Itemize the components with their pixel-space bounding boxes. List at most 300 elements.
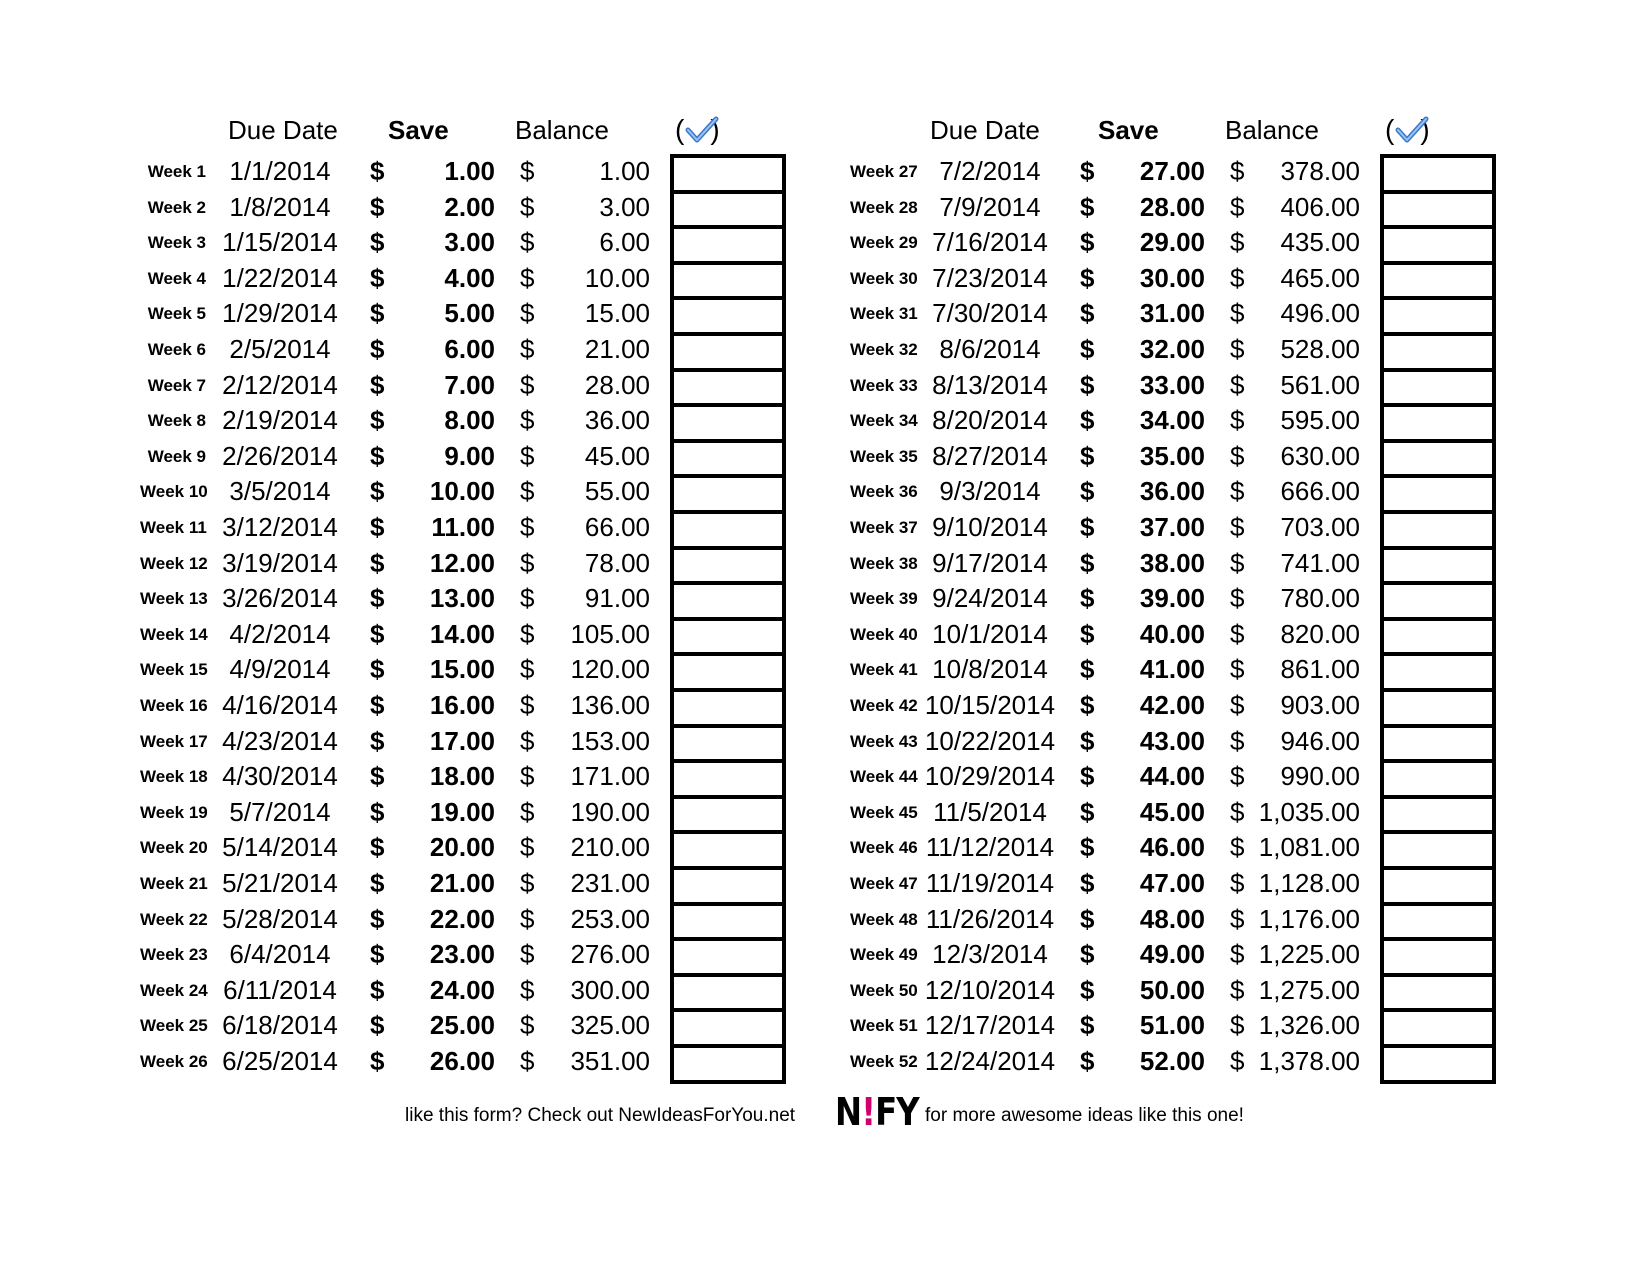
balance-currency: $: [1230, 476, 1245, 507]
balance-currency: $: [520, 903, 535, 934]
save-amount: 8.00: [444, 405, 495, 436]
balance-amount: 66.00: [584, 512, 650, 542]
balance-amount: 21.00: [584, 334, 650, 364]
balance-amount: 820.00: [1280, 618, 1360, 649]
table-row: [850, 652, 1510, 688]
balance-currency: $: [520, 583, 535, 614]
table-row: [140, 866, 800, 902]
checkbox[interactable]: [1380, 795, 1496, 835]
save-amount: 11.00: [431, 512, 495, 542]
save-currency: $: [1080, 832, 1095, 863]
save-amount: 50.00: [1139, 974, 1205, 1005]
balance-amount: 666.00: [1280, 476, 1360, 507]
table-row: [140, 795, 800, 831]
checkbox[interactable]: [670, 937, 786, 977]
save-amount: 45.00: [1139, 796, 1205, 827]
due-date: 6/18/2014: [222, 1010, 338, 1041]
save-currency: $: [370, 227, 385, 258]
save-currency: $: [370, 761, 385, 792]
checkbox[interactable]: [670, 688, 786, 728]
checkbox[interactable]: [670, 581, 786, 621]
table-row: [850, 296, 1510, 332]
save-amount: 28.00: [1139, 191, 1205, 222]
save-currency: $: [370, 725, 385, 756]
check-open-paren: (: [1385, 114, 1395, 145]
balance-currency: $: [1230, 868, 1245, 898]
balance-currency: $: [520, 156, 535, 186]
table-row: [850, 902, 1510, 938]
header-balance: Balance: [515, 115, 609, 145]
header-check: [675, 110, 735, 150]
due-date: 12/24/2014: [924, 1046, 1056, 1076]
checkbox[interactable]: [670, 724, 786, 764]
checkbox[interactable]: [1380, 830, 1496, 870]
save-amount: 25.00: [429, 1010, 495, 1041]
balance-currency: $: [520, 191, 535, 222]
save-currency: $: [370, 262, 385, 293]
balance-currency: $: [1230, 369, 1245, 400]
balance-currency: $: [520, 868, 535, 898]
due-date: 10/29/2014: [924, 761, 1056, 792]
footer-right-text: for more awesome ideas like this one!: [925, 1105, 1244, 1126]
balance-amount: 465.00: [1280, 262, 1360, 293]
save-currency: $: [1080, 227, 1095, 258]
check-open-paren: (: [675, 114, 685, 145]
table-row: [140, 332, 800, 368]
due-date: 3/19/2014: [222, 547, 338, 578]
balance-amount: 1,035.00: [1258, 796, 1360, 827]
table-row: [140, 617, 800, 653]
checkbox[interactable]: [1380, 1044, 1496, 1084]
week-label: Week 10: [140, 482, 208, 502]
footer-left-text: like this form? Check out NewIdeasForYou.net: [405, 1105, 796, 1126]
due-date: 12/3/2014: [932, 939, 1048, 970]
save-currency: $: [1080, 903, 1095, 934]
checkbox[interactable]: [1380, 902, 1496, 942]
save-currency: $: [370, 369, 385, 400]
checkbox[interactable]: [1380, 1008, 1496, 1048]
checkbox[interactable]: [1380, 759, 1496, 799]
save-amount: 20.00: [429, 832, 495, 863]
due-date: 12/10/2014: [924, 974, 1056, 1005]
balance-currency: $: [520, 939, 535, 970]
week-label: Week 20: [140, 838, 208, 858]
save-currency: $: [1080, 476, 1095, 507]
table-row: [140, 1008, 800, 1044]
balance-amount: 171.00: [570, 761, 650, 792]
balance-amount: 3.00: [599, 191, 650, 222]
balance-amount: 300.00: [570, 974, 650, 1005]
table-row: [140, 510, 800, 546]
save-amount: 23.00: [429, 939, 495, 970]
save-currency: $: [370, 974, 385, 1005]
save-currency: $: [1080, 725, 1095, 756]
table-row: [850, 332, 1510, 368]
due-date: 11/26/2014: [925, 903, 1055, 934]
balance-amount: 15.00: [584, 298, 650, 329]
due-date: 5/14/2014: [222, 832, 338, 863]
checkbox[interactable]: [670, 261, 786, 301]
save-amount: 2.00: [444, 191, 495, 222]
save-currency: $: [1080, 512, 1095, 542]
due-date: 11/5/2014: [933, 796, 1047, 827]
save-currency: $: [370, 512, 385, 542]
balance-amount: 703.00: [1280, 512, 1360, 542]
save-amount: 26.00: [429, 1046, 495, 1076]
week-label: Week 8: [147, 411, 206, 431]
save-currency: $: [370, 1010, 385, 1041]
balance-currency: $: [520, 334, 535, 364]
save-currency: $: [1080, 191, 1095, 222]
save-currency: $: [370, 1046, 385, 1076]
balance-currency: $: [1230, 974, 1245, 1005]
table-row: [850, 1044, 1510, 1080]
week-label: Week 17: [140, 731, 208, 751]
week-label: Week 37: [850, 518, 918, 537]
balance-currency: $: [1230, 262, 1245, 293]
save-amount: 17.00: [429, 725, 495, 756]
checkbox[interactable]: [1380, 546, 1496, 586]
balance-currency: $: [520, 227, 535, 258]
balance-currency: $: [1230, 761, 1245, 792]
due-date: 4/23/2014: [222, 725, 338, 756]
due-date: 11/12/2014: [925, 832, 1055, 863]
checkbox[interactable]: [670, 439, 786, 479]
save-currency: $: [1080, 298, 1095, 329]
week-label: Week 9: [147, 446, 206, 466]
balance-amount: 10.00: [584, 262, 650, 293]
balance-amount: 91.00: [584, 583, 650, 614]
checkbox[interactable]: [1380, 225, 1496, 265]
table-row: [850, 190, 1510, 226]
balance-currency: $: [520, 654, 535, 685]
week-label: Week 1: [147, 162, 206, 181]
save-currency: $: [1080, 974, 1095, 1005]
week-label: Week 31: [850, 304, 918, 324]
balance-amount: 1,326.00: [1258, 1010, 1360, 1041]
due-date: 10/1/2014: [932, 618, 1048, 649]
balance-currency: $: [520, 1010, 535, 1041]
checkbox[interactable]: [670, 190, 786, 230]
balance-amount: 406.00: [1280, 191, 1360, 222]
save-currency: $: [1080, 583, 1095, 614]
save-amount: 4.00: [444, 262, 495, 293]
week-label: Week 26: [140, 1052, 208, 1071]
header-due-date: Due Date: [930, 115, 1040, 145]
balance-currency: $: [1230, 832, 1245, 863]
table-row: [850, 866, 1510, 902]
save-currency: $: [370, 796, 385, 827]
week-label: Week 21: [140, 874, 208, 893]
checkbox[interactable]: [1380, 510, 1496, 550]
week-label: Week 35: [850, 446, 918, 466]
balance-currency: $: [520, 796, 535, 827]
balance-currency: $: [1230, 939, 1245, 970]
balance-currency: $: [520, 761, 535, 792]
balance-currency: $: [1230, 690, 1245, 720]
save-amount: 46.00: [1139, 832, 1205, 863]
week-label: Week 39: [850, 589, 918, 609]
save-amount: 22.00: [429, 903, 495, 934]
balance-currency: $: [1230, 618, 1245, 649]
week-label: Week 7: [147, 375, 206, 395]
save-currency: $: [1080, 440, 1095, 471]
balance-currency: $: [1230, 227, 1245, 258]
week-label: Week 36: [850, 482, 918, 502]
week-label: Week 33: [850, 375, 918, 395]
table-row: [850, 759, 1510, 795]
save-amount: 47.00: [1139, 868, 1205, 898]
due-date: 1/1/2014: [229, 156, 331, 186]
logo-n: N: [835, 1090, 862, 1134]
table-row: [850, 973, 1510, 1009]
check-close-paren: ): [1420, 114, 1430, 145]
checkbox[interactable]: [670, 368, 786, 408]
due-date: 8/27/2014: [932, 440, 1048, 471]
save-currency: $: [1080, 156, 1095, 186]
save-currency: $: [370, 156, 385, 186]
table-row: [850, 225, 1510, 261]
balance-amount: 595.00: [1280, 405, 1360, 436]
checkbox[interactable]: [1380, 937, 1496, 977]
checkbox[interactable]: [670, 154, 786, 194]
save-amount: 24.00: [429, 974, 495, 1005]
table-row: [850, 830, 1510, 866]
checkbox[interactable]: [670, 1008, 786, 1048]
week-label: Week 2: [147, 197, 206, 217]
table-row: [850, 581, 1510, 617]
checkbox[interactable]: [670, 296, 786, 336]
week-label: Week 28: [850, 197, 918, 217]
week-label: Week 40: [850, 624, 918, 644]
balance-amount: 378.00: [1280, 156, 1360, 186]
checkbox[interactable]: [1380, 973, 1496, 1013]
week-label: Week 19: [140, 802, 208, 822]
balance-currency: $: [520, 832, 535, 863]
due-date: 2/5/2014: [229, 334, 331, 364]
checkbox[interactable]: [1380, 154, 1496, 194]
save-amount: 3.00: [444, 227, 495, 258]
week-label: Week 50: [850, 980, 918, 1000]
checkbox[interactable]: [1380, 724, 1496, 764]
week-label: Week 52: [850, 1052, 918, 1071]
week-label: Week 27: [850, 162, 918, 181]
balance-currency: $: [1230, 440, 1245, 471]
balance-currency: $: [520, 262, 535, 293]
table-row: [140, 759, 800, 795]
balance-currency: $: [1230, 334, 1245, 364]
due-date: 1/22/2014: [222, 262, 338, 293]
table-row: [850, 617, 1510, 653]
save-currency: $: [370, 583, 385, 614]
checkbox[interactable]: [670, 617, 786, 657]
due-date: 6/25/2014: [222, 1046, 338, 1076]
balance-currency: $: [520, 547, 535, 578]
balance-amount: 741.00: [1280, 547, 1360, 578]
balance-currency: $: [1230, 298, 1245, 329]
save-amount: 39.00: [1139, 583, 1205, 614]
balance-amount: 78.00: [584, 547, 650, 578]
week-label: Week 48: [850, 909, 918, 929]
week-label: Week 41: [850, 660, 918, 680]
week-label: Week 25: [140, 1016, 208, 1036]
checkbox[interactable]: [1380, 474, 1496, 514]
save-amount: 42.00: [1139, 690, 1205, 720]
header-save: Save: [388, 115, 449, 145]
table-row: [850, 688, 1510, 724]
checkbox[interactable]: [670, 474, 786, 514]
week-label: Week 49: [850, 945, 918, 965]
balance-amount: 276.00: [570, 939, 650, 970]
balance-currency: $: [520, 974, 535, 1005]
due-date: 9/17/2014: [932, 547, 1048, 578]
checkbox[interactable]: [1380, 688, 1496, 728]
balance-currency: $: [520, 618, 535, 649]
save-amount: 19.00: [429, 796, 495, 827]
due-date: 10/15/2014: [924, 690, 1056, 720]
save-amount: 18.00: [429, 761, 495, 792]
checkbox[interactable]: [670, 795, 786, 835]
checkbox[interactable]: [1380, 403, 1496, 443]
checkbox[interactable]: [670, 652, 786, 692]
balance-amount: 1,275.00: [1258, 974, 1360, 1005]
save-currency: $: [1080, 761, 1095, 792]
due-date: 7/2/2014: [939, 156, 1041, 186]
table-row: [140, 973, 800, 1009]
due-date: 7/9/2014: [939, 191, 1041, 222]
week-label: Week 34: [850, 411, 918, 431]
checkbox[interactable]: [1380, 332, 1496, 372]
week-label: Week 4: [147, 268, 206, 288]
due-date: 4/9/2014: [229, 654, 331, 685]
save-currency: $: [1080, 262, 1095, 293]
balance-currency: $: [1230, 547, 1245, 578]
checkbox[interactable]: [1380, 368, 1496, 408]
balance-amount: 28.00: [584, 369, 650, 400]
save-currency: $: [1080, 654, 1095, 685]
table-row: [850, 474, 1510, 510]
checkbox[interactable]: [670, 510, 786, 550]
due-date: 7/23/2014: [932, 262, 1048, 293]
balance-currency: $: [520, 690, 535, 720]
save-amount: 13.00: [429, 583, 495, 614]
checkbox[interactable]: [1380, 296, 1496, 336]
checkbox[interactable]: [1380, 439, 1496, 479]
check-close-paren: ): [710, 114, 720, 145]
checkbox[interactable]: [670, 403, 786, 443]
due-date: 4/2/2014: [229, 618, 331, 649]
balance-amount: 630.00: [1280, 440, 1360, 471]
balance-amount: 1,176.00: [1258, 903, 1360, 934]
checkbox[interactable]: [670, 973, 786, 1013]
table-row: [850, 795, 1510, 831]
save-amount: 27.00: [1139, 156, 1205, 186]
balance-currency: $: [520, 725, 535, 756]
save-currency: $: [1080, 405, 1095, 436]
table-row: [140, 368, 800, 404]
balance-amount: 1,225.00: [1258, 939, 1360, 970]
week-label: Week 3: [147, 233, 206, 253]
balance-currency: $: [1230, 654, 1245, 685]
due-date: 10/22/2014: [924, 725, 1056, 756]
checkbox[interactable]: [1380, 617, 1496, 657]
save-currency: $: [1080, 868, 1095, 898]
balance-currency: $: [520, 298, 535, 329]
header-check: [1385, 110, 1445, 150]
logo-fy: FY: [875, 1090, 919, 1134]
checkbox[interactable]: [670, 1044, 786, 1084]
balance-amount: 153.00: [570, 725, 650, 756]
balance-currency: $: [1230, 512, 1245, 542]
week-label: Week 45: [850, 802, 918, 822]
balance-currency: $: [520, 512, 535, 542]
checkbox[interactable]: [670, 332, 786, 372]
checkbox[interactable]: [670, 225, 786, 265]
save-currency: $: [370, 868, 385, 898]
checkbox[interactable]: [1380, 190, 1496, 230]
checkbox[interactable]: [1380, 652, 1496, 692]
week-label: Week 15: [140, 660, 208, 680]
checkbox[interactable]: [1380, 866, 1496, 906]
table-row: [140, 1044, 800, 1080]
due-date: 10/8/2014: [932, 654, 1048, 685]
save-currency: $: [1080, 369, 1095, 400]
save-currency: $: [370, 618, 385, 649]
save-currency: $: [370, 690, 385, 720]
checkbox[interactable]: [670, 902, 786, 942]
table-row: [140, 546, 800, 582]
save-amount: 35.00: [1139, 440, 1205, 471]
week-label: Week 16: [140, 696, 208, 715]
due-date: 8/20/2014: [932, 405, 1048, 436]
balance-amount: 1,378.00: [1258, 1046, 1360, 1076]
logo-bang: !: [861, 1090, 876, 1134]
due-date: 3/12/2014: [222, 512, 338, 542]
balance-amount: 861.00: [1280, 654, 1360, 685]
save-currency: $: [370, 298, 385, 329]
due-date: 3/26/2014: [222, 583, 338, 614]
header-save: Save: [1098, 115, 1159, 145]
week-label: Week 11: [140, 518, 207, 537]
table-row: [850, 937, 1510, 973]
save-amount: 37.00: [1139, 512, 1205, 542]
checkbox[interactable]: [670, 546, 786, 586]
balance-amount: 351.00: [570, 1046, 650, 1076]
week-label: Week 42: [850, 696, 918, 715]
checkbox[interactable]: [670, 866, 786, 906]
checkbox[interactable]: [670, 759, 786, 799]
balance-amount: 231.00: [570, 868, 650, 898]
balance-currency: $: [1230, 1046, 1245, 1076]
save-amount: 29.00: [1139, 227, 1205, 258]
week-label: Week 47: [850, 874, 918, 893]
due-date: 4/30/2014: [222, 761, 338, 792]
save-amount: 1.00: [444, 156, 495, 186]
table-row: [140, 474, 800, 510]
checkbox[interactable]: [670, 830, 786, 870]
save-amount: 41.00: [1139, 654, 1205, 685]
balance-amount: 190.00: [570, 796, 650, 827]
week-label: Week 44: [850, 767, 918, 787]
checkbox[interactable]: [1380, 261, 1496, 301]
balance-currency: $: [520, 1046, 535, 1076]
checkbox[interactable]: [1380, 581, 1496, 621]
checkmark-icon: [1395, 116, 1429, 144]
balance-currency: $: [1230, 156, 1245, 186]
save-currency: $: [1080, 1046, 1095, 1076]
save-currency: $: [1080, 1010, 1095, 1041]
week-label: Week 22: [140, 909, 208, 929]
